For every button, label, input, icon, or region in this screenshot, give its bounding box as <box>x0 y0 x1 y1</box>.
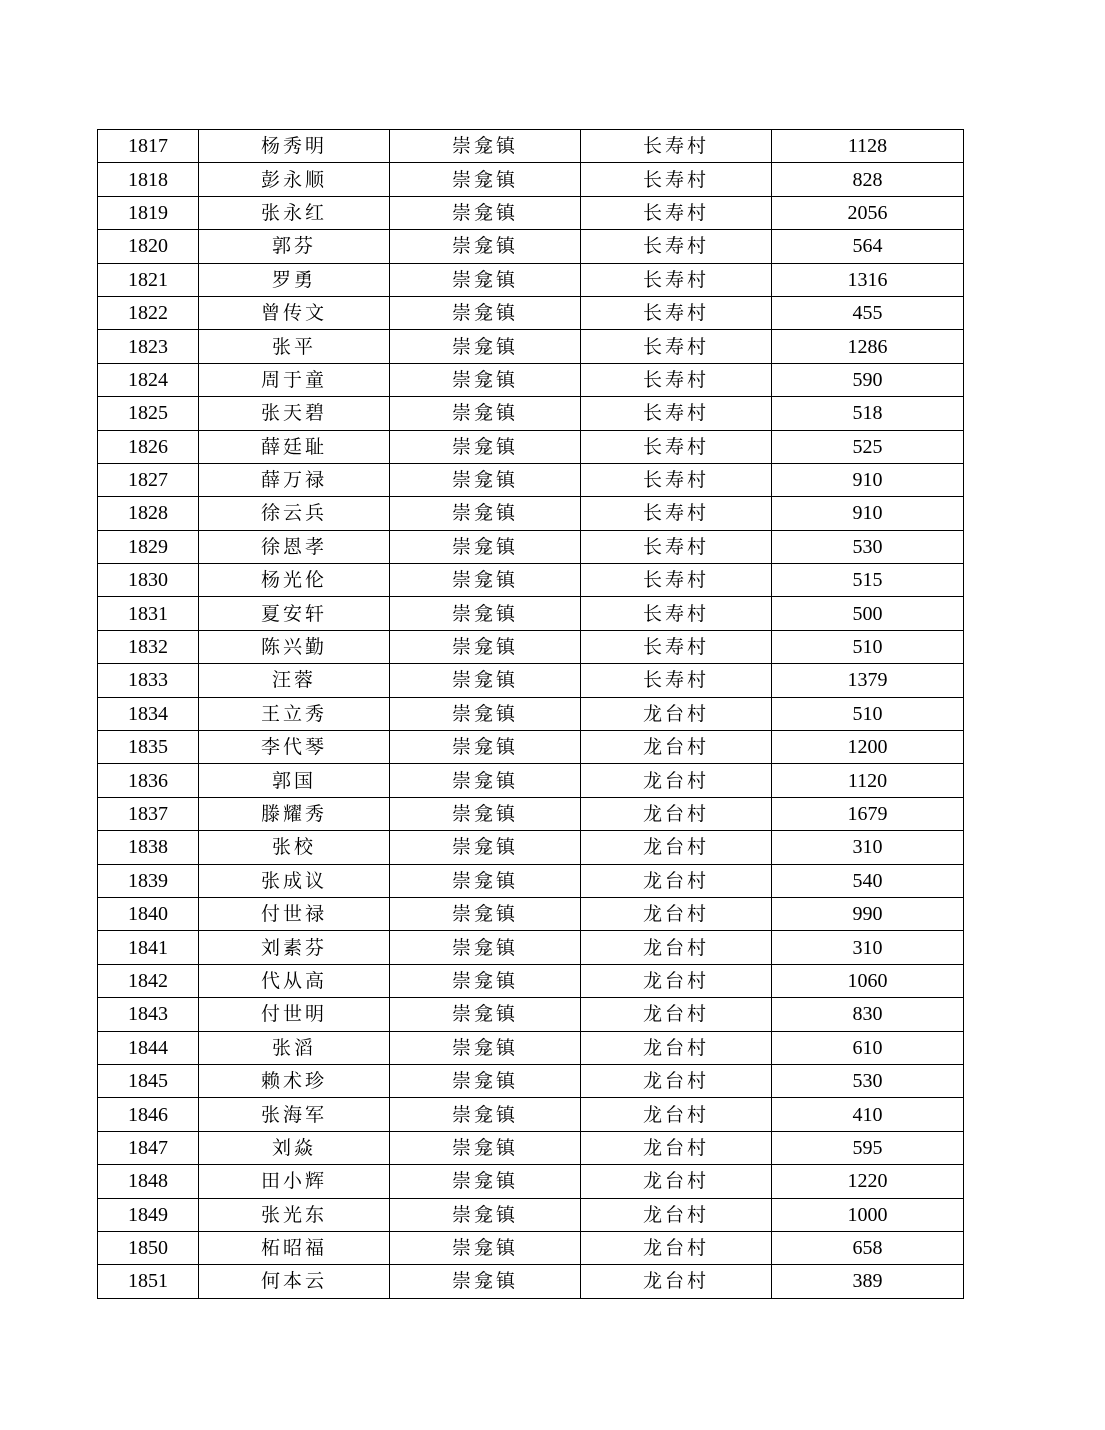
table-row <box>98 564 964 597</box>
town-cell: 崇龛镇 <box>390 931 581 964</box>
amount-cell: 1286 <box>772 330 964 363</box>
village-cell: 长寿村 <box>581 330 772 363</box>
name-cell: 徐云兵 <box>199 497 390 530</box>
serial-number-cell: 1850 <box>98 1231 199 1264</box>
table-row <box>98 664 964 697</box>
village-cell: 龙台村 <box>581 1098 772 1131</box>
village-cell: 龙台村 <box>581 998 772 1031</box>
table-row <box>98 330 964 363</box>
amount-cell: 910 <box>772 497 964 530</box>
serial-number-cell: 1848 <box>98 1165 199 1198</box>
amount-cell: 590 <box>772 363 964 396</box>
town-cell: 崇龛镇 <box>390 530 581 563</box>
town-cell: 崇龛镇 <box>390 564 581 597</box>
name-cell: 张天碧 <box>199 397 390 430</box>
name-cell: 滕耀秀 <box>199 797 390 830</box>
town-cell: 崇龛镇 <box>390 296 581 329</box>
village-cell: 长寿村 <box>581 597 772 630</box>
town-cell: 崇龛镇 <box>390 463 581 496</box>
table-row <box>98 931 964 964</box>
table-row <box>98 864 964 897</box>
name-cell: 杨秀明 <box>199 130 390 163</box>
serial-number-cell: 1827 <box>98 463 199 496</box>
serial-number-cell: 1849 <box>98 1198 199 1231</box>
serial-number-cell: 1822 <box>98 296 199 329</box>
name-cell: 刘焱 <box>199 1131 390 1164</box>
town-cell: 崇龛镇 <box>390 263 581 296</box>
table-row <box>98 597 964 630</box>
table-row <box>98 1165 964 1198</box>
name-cell: 汪蓉 <box>199 664 390 697</box>
name-cell: 薛万禄 <box>199 463 390 496</box>
village-cell: 长寿村 <box>581 430 772 463</box>
serial-number-cell: 1828 <box>98 497 199 530</box>
town-cell: 崇龛镇 <box>390 864 581 897</box>
town-cell: 崇龛镇 <box>390 630 581 663</box>
name-cell: 李代琴 <box>199 731 390 764</box>
name-cell: 张光东 <box>199 1198 390 1231</box>
village-cell: 长寿村 <box>581 664 772 697</box>
town-cell: 崇龛镇 <box>390 597 581 630</box>
village-cell: 龙台村 <box>581 1198 772 1231</box>
table-row <box>98 630 964 663</box>
serial-number-cell: 1820 <box>98 230 199 263</box>
village-cell: 长寿村 <box>581 296 772 329</box>
name-cell: 何本云 <box>199 1265 390 1298</box>
table-row <box>98 1098 964 1131</box>
amount-cell: 830 <box>772 998 964 1031</box>
name-cell: 徐恩孝 <box>199 530 390 563</box>
amount-cell: 410 <box>772 1098 964 1131</box>
serial-number-cell: 1846 <box>98 1098 199 1131</box>
name-cell: 张平 <box>199 330 390 363</box>
serial-number-cell: 1823 <box>98 330 199 363</box>
table-row <box>98 697 964 730</box>
name-cell: 彭永顺 <box>199 163 390 196</box>
amount-cell: 2056 <box>772 196 964 229</box>
table-row <box>98 964 964 997</box>
serial-number-cell: 1834 <box>98 697 199 730</box>
serial-number-cell: 1819 <box>98 196 199 229</box>
town-cell: 崇龛镇 <box>390 831 581 864</box>
village-cell: 长寿村 <box>581 130 772 163</box>
table-row <box>98 130 964 163</box>
town-cell: 崇龛镇 <box>390 998 581 1031</box>
village-cell: 长寿村 <box>581 497 772 530</box>
serial-number-cell: 1831 <box>98 597 199 630</box>
serial-number-cell: 1840 <box>98 897 199 930</box>
town-cell: 崇龛镇 <box>390 1265 581 1298</box>
name-cell: 付世明 <box>199 998 390 1031</box>
town-cell: 崇龛镇 <box>390 764 581 797</box>
town-cell: 崇龛镇 <box>390 1131 581 1164</box>
town-cell: 崇龛镇 <box>390 497 581 530</box>
town-cell: 崇龛镇 <box>390 163 581 196</box>
name-cell: 张成议 <box>199 864 390 897</box>
village-cell: 龙台村 <box>581 831 772 864</box>
table-row <box>98 764 964 797</box>
serial-number-cell: 1842 <box>98 964 199 997</box>
village-cell: 长寿村 <box>581 163 772 196</box>
serial-number-cell: 1817 <box>98 130 199 163</box>
village-cell: 长寿村 <box>581 263 772 296</box>
serial-number-cell: 1835 <box>98 731 199 764</box>
town-cell: 崇龛镇 <box>390 664 581 697</box>
amount-cell: 828 <box>772 163 964 196</box>
town-cell: 崇龛镇 <box>390 130 581 163</box>
serial-number-cell: 1830 <box>98 564 199 597</box>
name-cell: 杨光伦 <box>199 564 390 597</box>
amount-cell: 530 <box>772 1064 964 1097</box>
table-row <box>98 1064 964 1097</box>
village-cell: 长寿村 <box>581 564 772 597</box>
village-cell: 龙台村 <box>581 1131 772 1164</box>
table-row <box>98 1198 964 1231</box>
table-row <box>98 363 964 396</box>
amount-cell: 525 <box>772 430 964 463</box>
table-row <box>98 731 964 764</box>
village-cell: 龙台村 <box>581 797 772 830</box>
amount-cell: 1379 <box>772 664 964 697</box>
village-cell: 长寿村 <box>581 530 772 563</box>
name-cell: 周于童 <box>199 363 390 396</box>
village-cell: 龙台村 <box>581 1265 772 1298</box>
table-row <box>98 230 964 263</box>
table-row <box>98 163 964 196</box>
village-cell: 龙台村 <box>581 731 772 764</box>
roster-table <box>97 129 964 1299</box>
amount-cell: 500 <box>772 597 964 630</box>
amount-cell: 595 <box>772 1131 964 1164</box>
table-row <box>98 530 964 563</box>
name-cell: 赖术珍 <box>199 1064 390 1097</box>
serial-number-cell: 1818 <box>98 163 199 196</box>
table-row <box>98 1031 964 1064</box>
village-cell: 龙台村 <box>581 697 772 730</box>
serial-number-cell: 1824 <box>98 363 199 396</box>
town-cell: 崇龛镇 <box>390 731 581 764</box>
name-cell: 王立秀 <box>199 697 390 730</box>
amount-cell: 518 <box>772 397 964 430</box>
name-cell: 代从高 <box>199 964 390 997</box>
village-cell: 长寿村 <box>581 630 772 663</box>
serial-number-cell: 1829 <box>98 530 199 563</box>
table-row <box>98 263 964 296</box>
town-cell: 崇龛镇 <box>390 196 581 229</box>
name-cell: 陈兴勤 <box>199 630 390 663</box>
name-cell: 张海军 <box>199 1098 390 1131</box>
name-cell: 郭芬 <box>199 230 390 263</box>
town-cell: 崇龛镇 <box>390 430 581 463</box>
name-cell: 曾传文 <box>199 296 390 329</box>
town-cell: 崇龛镇 <box>390 1165 581 1198</box>
serial-number-cell: 1836 <box>98 764 199 797</box>
village-cell: 龙台村 <box>581 764 772 797</box>
town-cell: 崇龛镇 <box>390 697 581 730</box>
amount-cell: 515 <box>772 564 964 597</box>
name-cell: 刘素芬 <box>199 931 390 964</box>
table-row <box>98 831 964 864</box>
table-row <box>98 397 964 430</box>
serial-number-cell: 1837 <box>98 797 199 830</box>
town-cell: 崇龛镇 <box>390 230 581 263</box>
serial-number-cell: 1833 <box>98 664 199 697</box>
table-row <box>98 1265 964 1298</box>
serial-number-cell: 1826 <box>98 430 199 463</box>
amount-cell: 910 <box>772 463 964 496</box>
amount-cell: 510 <box>772 697 964 730</box>
name-cell: 夏安轩 <box>199 597 390 630</box>
table-row <box>98 1231 964 1264</box>
name-cell: 张滔 <box>199 1031 390 1064</box>
table-row <box>98 897 964 930</box>
amount-cell: 564 <box>772 230 964 263</box>
village-cell: 龙台村 <box>581 897 772 930</box>
village-cell: 龙台村 <box>581 1064 772 1097</box>
name-cell: 柘昭福 <box>199 1231 390 1264</box>
town-cell: 崇龛镇 <box>390 797 581 830</box>
serial-number-cell: 1832 <box>98 630 199 663</box>
town-cell: 崇龛镇 <box>390 1198 581 1231</box>
roster-table-body <box>98 130 964 1299</box>
serial-number-cell: 1821 <box>98 263 199 296</box>
village-cell: 长寿村 <box>581 196 772 229</box>
amount-cell: 1128 <box>772 130 964 163</box>
table-row <box>98 998 964 1031</box>
amount-cell: 1679 <box>772 797 964 830</box>
name-cell: 郭国 <box>199 764 390 797</box>
amount-cell: 990 <box>772 897 964 930</box>
serial-number-cell: 1847 <box>98 1131 199 1164</box>
table-row <box>98 296 964 329</box>
serial-number-cell: 1841 <box>98 931 199 964</box>
amount-cell: 310 <box>772 931 964 964</box>
table-row <box>98 1131 964 1164</box>
town-cell: 崇龛镇 <box>390 363 581 396</box>
serial-number-cell: 1851 <box>98 1265 199 1298</box>
town-cell: 崇龛镇 <box>390 330 581 363</box>
town-cell: 崇龛镇 <box>390 897 581 930</box>
amount-cell: 540 <box>772 864 964 897</box>
name-cell: 罗勇 <box>199 263 390 296</box>
village-cell: 龙台村 <box>581 1031 772 1064</box>
town-cell: 崇龛镇 <box>390 397 581 430</box>
amount-cell: 389 <box>772 1265 964 1298</box>
amount-cell: 1000 <box>772 1198 964 1231</box>
name-cell: 田小辉 <box>199 1165 390 1198</box>
amount-cell: 1220 <box>772 1165 964 1198</box>
serial-number-cell: 1845 <box>98 1064 199 1097</box>
village-cell: 长寿村 <box>581 363 772 396</box>
serial-number-cell: 1844 <box>98 1031 199 1064</box>
name-cell: 张校 <box>199 831 390 864</box>
village-cell: 长寿村 <box>581 230 772 263</box>
name-cell: 薛廷耻 <box>199 430 390 463</box>
table-row <box>98 497 964 530</box>
amount-cell: 1060 <box>772 964 964 997</box>
village-cell: 龙台村 <box>581 1165 772 1198</box>
amount-cell: 658 <box>772 1231 964 1264</box>
town-cell: 崇龛镇 <box>390 1064 581 1097</box>
serial-number-cell: 1838 <box>98 831 199 864</box>
amount-cell: 1200 <box>772 731 964 764</box>
name-cell: 付世禄 <box>199 897 390 930</box>
village-cell: 龙台村 <box>581 864 772 897</box>
amount-cell: 610 <box>772 1031 964 1064</box>
town-cell: 崇龛镇 <box>390 1031 581 1064</box>
amount-cell: 510 <box>772 630 964 663</box>
amount-cell: 1120 <box>772 764 964 797</box>
table-row <box>98 430 964 463</box>
table-row <box>98 797 964 830</box>
town-cell: 崇龛镇 <box>390 964 581 997</box>
table-row <box>98 463 964 496</box>
village-cell: 长寿村 <box>581 397 772 430</box>
village-cell: 龙台村 <box>581 1231 772 1264</box>
serial-number-cell: 1839 <box>98 864 199 897</box>
serial-number-cell: 1843 <box>98 998 199 1031</box>
amount-cell: 1316 <box>772 263 964 296</box>
amount-cell: 530 <box>772 530 964 563</box>
name-cell: 张永红 <box>199 196 390 229</box>
amount-cell: 455 <box>772 296 964 329</box>
table-row <box>98 196 964 229</box>
serial-number-cell: 1825 <box>98 397 199 430</box>
town-cell: 崇龛镇 <box>390 1098 581 1131</box>
amount-cell: 310 <box>772 831 964 864</box>
village-cell: 龙台村 <box>581 931 772 964</box>
town-cell: 崇龛镇 <box>390 1231 581 1264</box>
village-cell: 长寿村 <box>581 463 772 496</box>
village-cell: 龙台村 <box>581 964 772 997</box>
